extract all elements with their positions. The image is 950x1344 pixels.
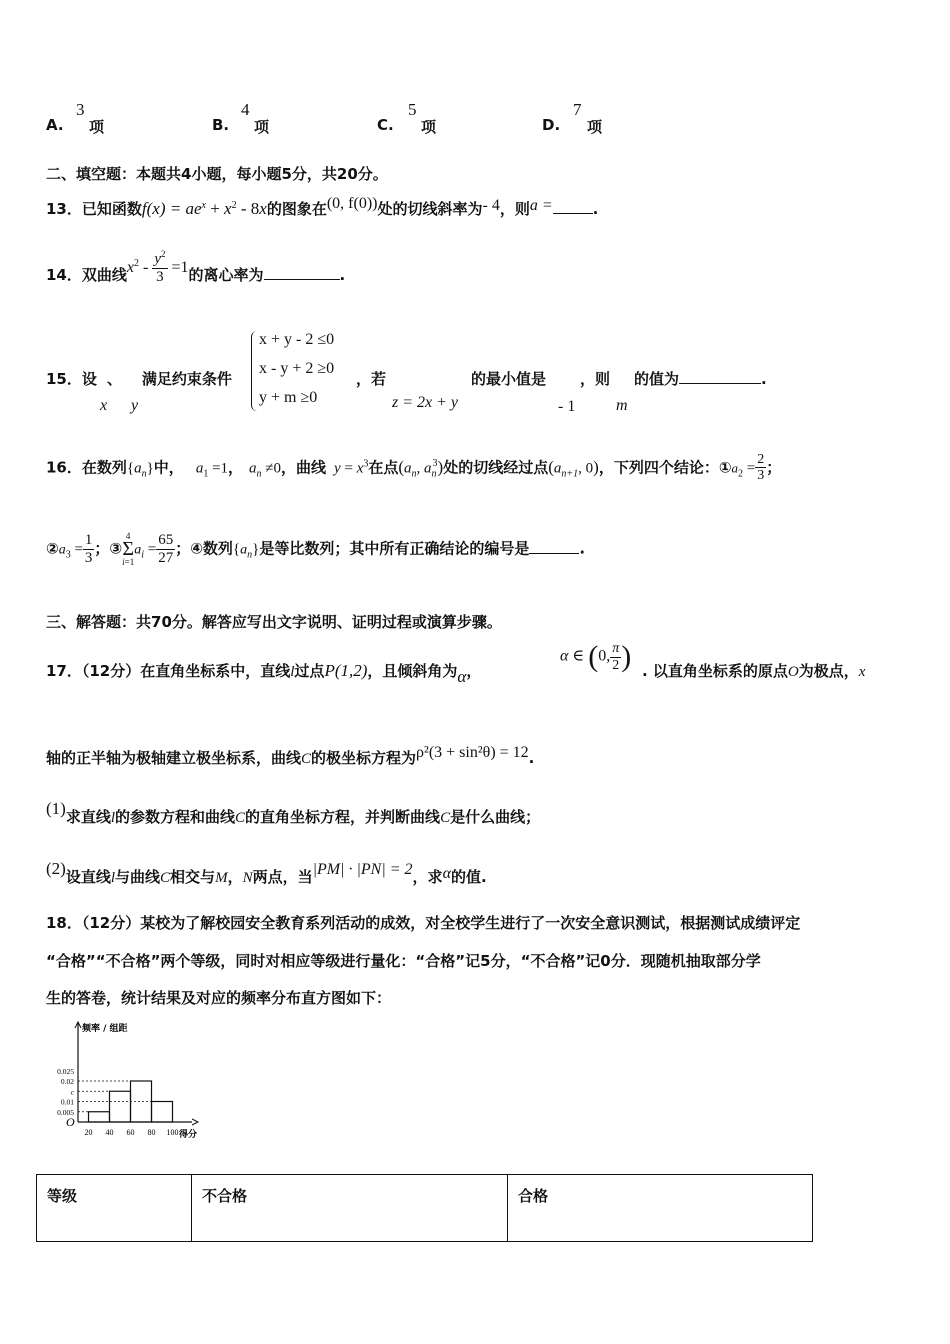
y-axis-label: 频率 / 组距 [82,1024,128,1034]
q13-function: f(x) = ae [141,199,202,218]
frequency-histogram [42,1018,222,1148]
y-tick-label: c [70,1087,74,1097]
question-18-line-2: “合格”“不合格”两个等级，同时对相应等级进行量化：“合格”记5分，“不合格”记0分．现随机抽取部分学 [46,952,761,970]
constraint-1: x + y - 2 ≤0 [259,331,335,348]
var-m: m [616,397,628,414]
question-18-line-3: 生的答卷，统计结果及对应的频率分布直方图如下： [46,989,392,1007]
question-17-part-1: (1)求直线l的参数方程和曲线C的直角坐标方程，并判断曲线C是什么曲线； [46,799,541,826]
option-d-number: 7 [573,100,582,119]
question-14: 14．双曲线$x^2$ - $\frac{y^2}{3}$ =1的离心率为 . [46,249,346,285]
question-17-part-2: (2)设直线l与曲线C相交与M，N两点，当|PM| · |PN| = 2，求α的值. [46,859,487,886]
option-b: B. [212,116,230,134]
option-a-number: 3 [76,100,85,119]
option-a-unit: 项 [89,118,105,136]
option-d-unit: 项 [587,118,603,136]
constraint-2: x - y + 2 ≥0 [259,360,335,377]
histogram-bar [131,1081,152,1122]
answer-blank[interactable] [529,539,579,554]
question-13: 13．已知函数$f(x) = ae^x + x^2 - 8x$的图象在(0, f(0))处的切线斜率为- 4，则a = . [46,195,599,218]
option-a: A. [46,116,64,134]
constraint-brace [251,331,257,411]
x-tick-label: 20 [84,1128,93,1137]
histogram-bar [110,1091,131,1122]
question-18-line-1: 18．（12分）某校为了解校园安全教育系列活动的成效，对全校学生进行了一次安全意识测试，根据测试成绩评定 [46,914,801,932]
question-16-line-1: 16．在数列$\{a_n\}$中， $a_1 =1$， $a_n \ne 0$，曲线 $y = x^3$在点($a_n$, $a_n^3$)处的切线经过点($a_{n+1}$, 0)，下列四个结论：$①a_2$ = $\frac{2}{3}$ ； [46,452,782,484]
section-2-heading: 二、填空题：本题共4小题，每小题5分，共20分。 [46,165,388,183]
var-y: y [131,397,139,414]
q13-point: (0, f(0)) [326,195,378,212]
question-16-line-2: $②a_3$ = $\frac{1}{3}$ ；③ 4 Σ i=1 $a_i$ = $\frac{65}{27}$ ；④数列$\{a_n\}$是等比数列；其中所有正确结论的编号是 . [46,531,586,568]
x-tick-label: 60 [126,1128,135,1137]
option-c: C. [377,116,394,134]
y-tick-label: 0.02 [60,1077,74,1086]
x-tick-label: 100 [166,1128,179,1137]
y-tick-label: 0.025 [57,1066,74,1076]
answer-blank[interactable] [264,265,340,280]
histogram-bar [89,1112,110,1122]
y-tick-label: 0.01 [60,1097,74,1107]
x-axis-label: 得分 [179,1130,198,1140]
grade-table [36,1174,813,1242]
alpha-range: α ∈ (0, $\frac{\pi}{2}$ ) [560,640,632,673]
polar-equation: ρ²(3 + sin²θ) = 12 [416,744,529,761]
x-tick-label: 80 [147,1128,156,1137]
option-c-unit: 项 [421,118,437,136]
question-15: 15．设 、 满足约束条件 [46,370,232,388]
y-tick-label: 0.005 [57,1107,74,1117]
constraint-3: y + m ≥0 [259,389,318,406]
option-c-number: 5 [408,100,417,119]
q15-text-if: ，若 [356,370,387,388]
table-header-grade: 等级 [37,1175,192,1242]
question-17-line-1: 17．（12分）在直角坐标系中，直线l过点P(1,2)，且倾斜角为α， [46,661,482,686]
option-d: D. [542,116,561,134]
option-b-unit: 项 [254,118,270,136]
option-b-number: 4 [241,100,250,119]
objective-z: z = 2x + y [392,394,459,411]
x-tick-label: 40 [105,1128,114,1137]
q13-slope: - 4 [482,197,500,214]
q15-text-then: ，则 [580,370,611,388]
q13-ask: a = [529,197,553,214]
question-17-line-1-end: . 以直角坐标系的原点O为极点，x [642,662,866,680]
question-17-line-2: 轴的正半轴为极轴建立极坐标系，曲线C的极坐标方程为ρ²(3 + sin²θ) = 12. [46,744,535,767]
answer-blank[interactable] [553,199,593,214]
table-row [37,1175,813,1242]
var-x: x [100,397,108,414]
q15-text-value: 的值为 . [634,370,767,388]
answer-blank[interactable] [679,369,761,384]
table-header-pass: 合格 [508,1175,813,1242]
q15-text-min: 的最小值是 [471,370,547,388]
histogram-bar [152,1102,173,1123]
table-header-fail: 不合格 [192,1175,508,1242]
section-3-heading: 三、解答题：共70分。解答应写出文字说明、证明过程或演算步骤。 [46,613,502,631]
min-value: - 1 [558,398,576,415]
x-axis-arrow [192,1119,198,1125]
origin-label: O [66,1115,75,1129]
